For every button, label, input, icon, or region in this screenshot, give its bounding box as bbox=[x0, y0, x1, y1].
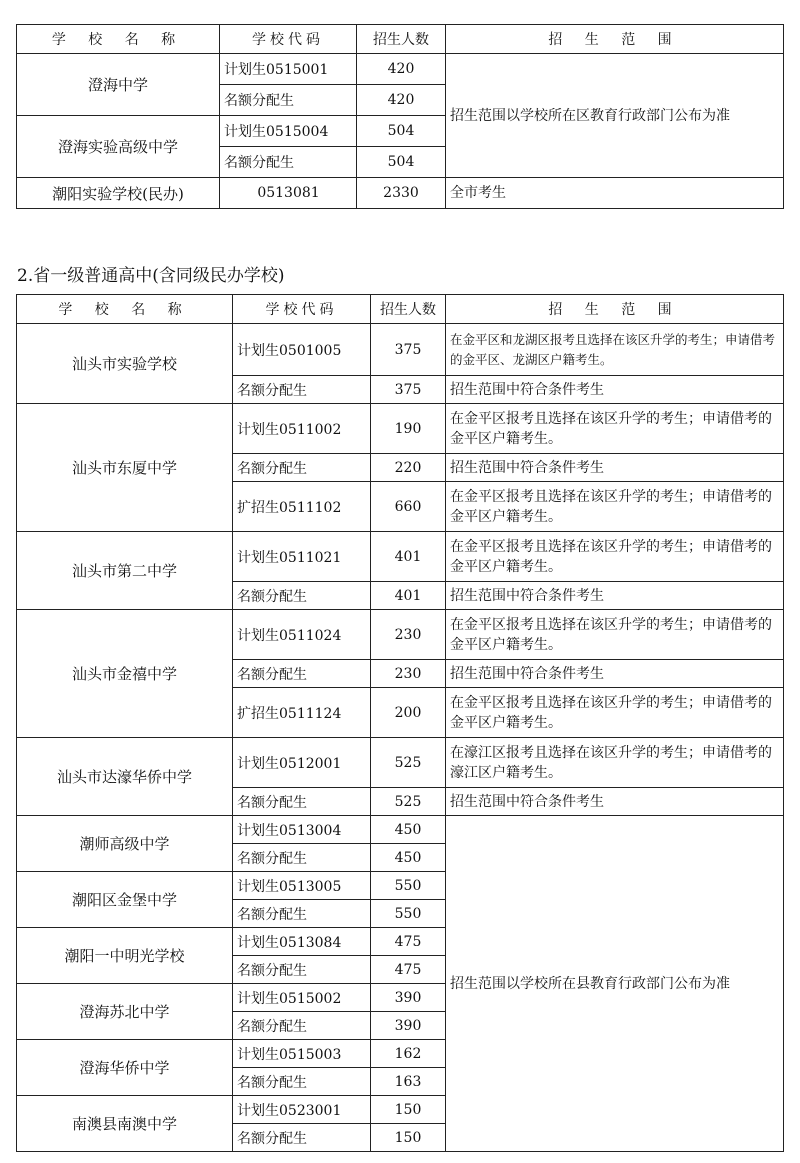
school-code: 名额分配生 bbox=[233, 376, 371, 404]
enrollment-count: 220 bbox=[371, 454, 446, 482]
table-row bbox=[17, 404, 784, 454]
school-code: 计划生0511002 bbox=[233, 404, 371, 454]
school-code: 名额分配生 bbox=[233, 1124, 371, 1152]
scope-text: 招生范围中符合条件考生 bbox=[446, 660, 784, 688]
enrollment-count: 163 bbox=[371, 1068, 446, 1096]
scope-text: 招生范围中符合条件考生 bbox=[446, 788, 784, 816]
school-name: 澄海实验高级中学 bbox=[17, 116, 220, 178]
school-code: 0513081 bbox=[220, 178, 357, 209]
enrollment-count: 504 bbox=[357, 147, 446, 178]
table-row bbox=[17, 738, 784, 788]
enrollment-count: 401 bbox=[371, 582, 446, 610]
school-code: 计划生0501005 bbox=[233, 324, 371, 376]
table-enrollment-2 bbox=[16, 294, 784, 1152]
enrollment-count: 375 bbox=[371, 376, 446, 404]
school-name: 澄海中学 bbox=[17, 54, 220, 116]
enrollment-count: 230 bbox=[371, 610, 446, 660]
scope-text: 招生范围中符合条件考生 bbox=[446, 376, 784, 404]
scope-text: 招生范围中符合条件考生 bbox=[446, 454, 784, 482]
enrollment-count: 475 bbox=[371, 956, 446, 984]
school-name: 汕头市金禧中学 bbox=[17, 610, 233, 738]
school-name: 潮师高级中学 bbox=[17, 816, 233, 872]
table-row bbox=[17, 178, 784, 209]
header-school-code: 学校代码 bbox=[233, 295, 371, 324]
enrollment-count: 450 bbox=[371, 816, 446, 844]
school-code: 名额分配生 bbox=[220, 147, 357, 178]
header-scope: 招 生 范 围 bbox=[446, 295, 784, 324]
school-name: 潮阳实验学校(民办) bbox=[17, 178, 220, 209]
school-code: 名额分配生 bbox=[233, 956, 371, 984]
enrollment-count: 401 bbox=[371, 532, 446, 582]
enrollment-count: 550 bbox=[371, 900, 446, 928]
enrollment-count: 420 bbox=[357, 54, 446, 85]
enrollment-count: 200 bbox=[371, 688, 446, 738]
enrollment-count: 450 bbox=[371, 844, 446, 872]
table-enrollment-1 bbox=[16, 24, 784, 209]
enrollment-count: 420 bbox=[357, 85, 446, 116]
header-enrollment: 招生人数 bbox=[357, 25, 446, 54]
enrollment-count: 504 bbox=[357, 116, 446, 147]
table-row bbox=[17, 610, 784, 660]
school-code: 计划生0513005 bbox=[233, 872, 371, 900]
school-code: 名额分配生 bbox=[220, 85, 357, 116]
school-name: 汕头市东厦中学 bbox=[17, 404, 233, 532]
enrollment-count: 150 bbox=[371, 1096, 446, 1124]
scope-text: 在金平区和龙湖区报考且选择在该区升学的考生；申请借考的金平区、龙湖区户籍考生。 bbox=[446, 324, 784, 376]
school-code: 扩招生0511102 bbox=[233, 482, 371, 532]
school-code: 扩招生0511124 bbox=[233, 688, 371, 738]
scope-text: 在金平区报考且选择在该区升学的考生；申请借考的金平区户籍考生。 bbox=[446, 688, 784, 738]
table-header-row bbox=[17, 25, 784, 54]
enrollment-count: 525 bbox=[371, 738, 446, 788]
school-code: 名额分配生 bbox=[233, 582, 371, 610]
table-header-row bbox=[17, 295, 784, 324]
scope-text: 在濠江区报考且选择在该区升学的考生；申请借考的濠江区户籍考生。 bbox=[446, 738, 784, 788]
school-name: 汕头市实验学校 bbox=[17, 324, 233, 404]
header-enrollment: 招生人数 bbox=[371, 295, 446, 324]
section-title: 2.省一级普通高中(含同级民办学校) bbox=[17, 266, 285, 286]
school-name: 潮阳一中明光学校 bbox=[17, 928, 233, 984]
school-code: 计划生0513004 bbox=[233, 816, 371, 844]
enrollment-count: 375 bbox=[371, 324, 446, 376]
scope-text: 全市考生 bbox=[446, 178, 784, 209]
enrollment-count: 150 bbox=[371, 1124, 446, 1152]
school-name: 澄海华侨中学 bbox=[17, 1040, 233, 1096]
enrollment-count: 660 bbox=[371, 482, 446, 532]
enrollment-count: 162 bbox=[371, 1040, 446, 1068]
school-code: 计划生0515001 bbox=[220, 54, 357, 85]
school-name: 澄海苏北中学 bbox=[17, 984, 233, 1040]
enrollment-count: 390 bbox=[371, 984, 446, 1012]
header-school-name: 学 校 名 称 bbox=[17, 295, 233, 324]
school-name: 汕头市第二中学 bbox=[17, 532, 233, 610]
header-scope: 招 生 范 围 bbox=[446, 25, 784, 54]
school-code: 名额分配生 bbox=[233, 660, 371, 688]
table-row bbox=[17, 54, 784, 85]
enrollment-count: 390 bbox=[371, 1012, 446, 1040]
enrollment-count: 475 bbox=[371, 928, 446, 956]
scope-text: 招生范围以学校所在区教育行政部门公布为准 bbox=[446, 54, 784, 178]
school-code: 名额分配生 bbox=[233, 844, 371, 872]
enrollment-count: 190 bbox=[371, 404, 446, 454]
school-code: 名额分配生 bbox=[233, 1012, 371, 1040]
table-row bbox=[17, 324, 784, 376]
school-code: 名额分配生 bbox=[233, 454, 371, 482]
school-code: 计划生0513084 bbox=[233, 928, 371, 956]
school-name: 南澳县南澳中学 bbox=[17, 1096, 233, 1152]
school-code: 名额分配生 bbox=[233, 900, 371, 928]
school-name: 汕头市达濠华侨中学 bbox=[17, 738, 233, 816]
scope-text: 在金平区报考且选择在该区升学的考生；申请借考的金平区户籍考生。 bbox=[446, 482, 784, 532]
school-code: 计划生0515004 bbox=[220, 116, 357, 147]
school-code: 计划生0515002 bbox=[233, 984, 371, 1012]
header-school-code: 学校代码 bbox=[220, 25, 357, 54]
enrollment-count: 550 bbox=[371, 872, 446, 900]
scope-text: 招生范围以学校所在县教育行政部门公布为准 bbox=[446, 816, 784, 1152]
scope-text: 在金平区报考且选择在该区升学的考生；申请借考的金平区户籍考生。 bbox=[446, 532, 784, 582]
enrollment-count: 230 bbox=[371, 660, 446, 688]
table-row bbox=[17, 532, 784, 582]
school-code: 计划生0523001 bbox=[233, 1096, 371, 1124]
school-code: 名额分配生 bbox=[233, 788, 371, 816]
scope-text: 在金平区报考且选择在该区升学的考生；申请借考的金平区户籍考生。 bbox=[446, 404, 784, 454]
enrollment-count: 525 bbox=[371, 788, 446, 816]
school-name: 潮阳区金堡中学 bbox=[17, 872, 233, 928]
school-code: 计划生0512001 bbox=[233, 738, 371, 788]
scope-text: 在金平区报考且选择在该区升学的考生；申请借考的金平区户籍考生。 bbox=[446, 610, 784, 660]
school-code: 计划生0515003 bbox=[233, 1040, 371, 1068]
scope-text: 招生范围中符合条件考生 bbox=[446, 582, 784, 610]
school-code: 计划生0511021 bbox=[233, 532, 371, 582]
school-code: 名额分配生 bbox=[233, 1068, 371, 1096]
header-school-name: 学 校 名 称 bbox=[17, 25, 220, 54]
table-row bbox=[17, 816, 784, 844]
enrollment-count: 2330 bbox=[357, 178, 446, 209]
school-code: 计划生0511024 bbox=[233, 610, 371, 660]
